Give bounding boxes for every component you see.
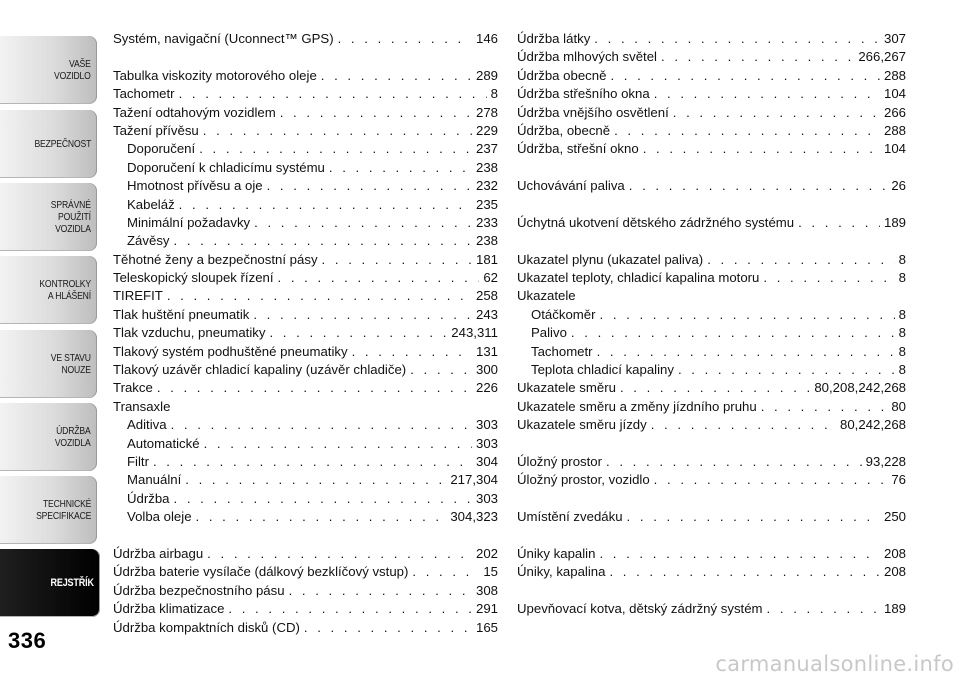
dot-leader [167,287,472,305]
index-entry-page: 76 [891,472,906,488]
index-entry-page: 202 [475,545,498,561]
dot-leader [606,453,862,471]
index-entry-label: Údržba, obecně [517,122,611,138]
index-entry[interactable] [517,251,906,269]
dot-leader [289,582,472,600]
index-entry[interactable] [113,582,498,600]
index-entry[interactable] [113,343,498,361]
index-entry-label: Ukazatele směru a změny jízdního pruhu [517,398,757,414]
index-entry[interactable] [517,508,906,526]
dot-leader [651,416,836,434]
dot-leader [410,361,472,379]
index-subentry[interactable] [113,508,498,526]
index-entry-label: Údržba baterie vysílače (dálkový bezklíčový vstup) [113,564,409,580]
index-entry[interactable] [517,67,906,85]
section-tab-rail [0,0,100,678]
index-subentry[interactable] [113,196,498,214]
index-entry-page: 104 [883,86,906,102]
dot-leader [767,600,880,618]
index-subentry[interactable] [113,177,498,195]
index-entry-label: Volba oleje [127,509,192,525]
index-entry[interactable] [113,619,498,637]
index-entry-label: Ukazatele [517,288,576,304]
index-entry-label: Tažení odtahovým vozidlem [113,104,276,120]
index-entry[interactable] [113,398,498,416]
index-entry-label: Trakce [113,380,153,396]
index-entry-page: 208 [883,564,906,580]
dot-leader [280,104,472,122]
index-entry-page: 8 [898,306,906,322]
dot-leader [610,67,880,85]
index-entry-page: 26 [891,178,906,194]
dot-leader [269,324,447,342]
index-entry[interactable] [113,306,498,324]
index-entry-label: Doporučení [127,141,196,157]
index-entry-page: 189 [883,214,906,230]
index-entry-label: Závěsy [127,233,170,249]
index-entry-label: Filtr [127,453,149,469]
index-entry-label: Aditiva [127,417,167,433]
index-entry-label: Upevňovací kotva, dětský zádržný systém [517,601,763,617]
index-entry-label: Umístění zvedáku [517,509,623,525]
index-entry-page: 243 [475,306,498,322]
dot-leader [571,324,895,342]
index-entry[interactable] [517,30,906,48]
index-entry-label: Údržba látky [517,31,591,46]
index-entry[interactable] [517,398,906,416]
index-entry-label: Ukazatel teploty, chladicí kapalina motoru [517,270,760,286]
index-subentry[interactable] [517,324,906,342]
dot-leader [253,306,472,324]
index-column-right [517,30,906,619]
dot-leader [203,122,472,140]
dot-leader [196,508,447,526]
index-entry-page: 291 [475,601,498,617]
dot-leader [185,471,446,489]
index-entry[interactable] [517,140,906,158]
dot-leader [673,104,880,122]
section-tab-label: ÚDRŽBA VOZIDLA [55,425,91,449]
index-subentry[interactable] [113,214,498,232]
index-subentry[interactable] [113,471,498,489]
dot-leader [304,619,472,637]
index-entry[interactable] [113,104,498,122]
index-entry-page: 304,323 [450,509,498,525]
index-entry-page: 80,242,268 [839,417,906,433]
index-entry[interactable] [517,48,906,66]
index-entry-label: Těhotné ženy a bezpečnostní pásy [113,251,318,267]
index-entry-page: 8 [898,270,906,286]
index-entry-label: Úniky kapalin [517,545,596,561]
index-entry[interactable] [517,287,906,305]
index-entry[interactable] [113,361,498,379]
index-entry-page: 8 [898,343,906,359]
dot-leader [707,251,894,269]
index-subentry[interactable] [517,306,906,324]
dot-leader [254,214,472,232]
index-entry-page: 15 [483,564,498,580]
index-entry-label: Automatické [127,435,200,451]
index-entry-label: Systém, navigační (Uconnect™ GPS) [113,31,334,46]
index-spacer [517,527,906,545]
dot-leader [654,85,880,103]
index-entry-label: Uchovávání paliva [517,178,625,194]
dot-leader [597,343,895,361]
index-entry-label: Údržba kompaktních disků (CD) [113,619,300,635]
index-entry-page: 237 [475,141,498,157]
index-entry-page: 303 [475,490,498,506]
index-entry-label: Minimální požadavky [127,214,251,230]
index-subentry[interactable] [113,232,498,250]
section-tab-5[interactable] [0,330,97,398]
index-subentry[interactable] [113,490,498,508]
index-entry[interactable] [517,563,906,581]
dot-leader [761,398,888,416]
index-entry[interactable] [113,85,498,103]
index-spacer [517,159,906,177]
index-entry-page: 93,228 [865,453,906,469]
index-entry[interactable] [517,214,906,232]
index-entry-label: Ukazatel plynu (ukazatel paliva) [517,251,704,267]
index-entry-label: Otáčkoměr [531,306,596,322]
index-entry-label: Tlak huštění pneumatik [113,306,250,322]
dot-leader [157,379,472,397]
index-entry[interactable] [113,379,498,397]
section-tab-8[interactable] [0,549,100,617]
index-subentry[interactable] [113,435,498,453]
index-entry-page: 303 [475,435,498,451]
index-entry[interactable] [113,251,498,269]
section-tab-4[interactable] [0,256,97,324]
dot-leader [179,85,487,103]
index-entry-page: 8 [898,325,906,341]
index-entry-page: 8 [490,86,498,102]
index-spacer [517,232,906,250]
index-entry-page: 8 [898,362,906,378]
index-entry-page: 233 [475,214,498,230]
index-entry-page: 146 [475,31,498,46]
index-spacer [517,490,906,508]
index-entry[interactable] [113,122,498,140]
dot-leader [267,177,472,195]
index-entry[interactable] [517,416,906,434]
dot-leader [322,251,472,269]
index-entry-page: 8 [898,251,906,267]
index-entry-page: 266 [883,104,906,120]
watermark: carmanualsonline.info [715,652,954,676]
index-entry-label: TIREFIT [113,288,163,304]
index-entry-page: 304 [475,453,498,469]
index-entry-label: Tachometr [113,86,175,102]
index-entry-label: Tlakový systém podhuštěné pneumatiky [113,343,348,359]
index-entry-page: 189 [883,601,906,617]
section-tab-label: BEZPEČNOST [34,138,91,150]
index-subentry[interactable] [517,343,906,361]
index-entry-page: 266,267 [858,49,906,65]
index-entry[interactable] [113,563,498,581]
index-entry-label: Údržba airbagu [113,545,204,561]
index-entry-label: Úložný prostor, vozidlo [517,472,650,488]
index-entry-page: 289 [475,67,498,83]
index-entry-label: Úložný prostor [517,453,603,469]
index-entry[interactable] [517,269,906,287]
dot-leader [654,471,888,489]
index-entry-page: 232 [475,178,498,194]
page-number: 336 [8,628,47,653]
dot-leader [199,140,472,158]
index-entry-page: 80 [891,398,906,414]
dot-leader [228,600,472,618]
section-tab-label: VE STAVU NOUZE [50,352,91,376]
dot-leader [153,453,472,471]
dot-leader [329,159,472,177]
index-entry-page: 208 [883,545,906,561]
dot-leader [643,140,880,158]
index-entry-label: Ukazatele směru [517,380,616,396]
section-tab-3[interactable] [0,183,97,251]
index-subentry[interactable] [113,416,498,434]
index-entry-page: 238 [475,233,498,249]
index-entry-page: 303 [475,417,498,433]
index-entry-page: 308 [475,582,498,598]
index-entry-label: Údržba vnějšího osvětlení [517,104,669,120]
index-entry-label: Údržba střešního okna [517,86,650,102]
dot-leader [174,490,472,508]
index-entry-page: 278 [475,104,498,120]
index-entry-page: 165 [475,619,498,635]
dot-leader [594,30,880,48]
index-entry[interactable] [113,600,498,618]
section-tab-label: TECHNICKÉ SPECIFIKACE [35,498,91,522]
index-subentry[interactable] [113,140,498,158]
index-entry-page: 217,304 [450,472,498,488]
index-entry-label: Údržba mlhových světel [517,49,657,65]
index-spacer [517,582,906,600]
index-entry[interactable] [517,453,906,471]
dot-leader [798,214,880,232]
index-subentry[interactable] [113,453,498,471]
index-entry-label: Úniky, kapalina [517,564,606,580]
index-entry[interactable] [517,104,906,122]
index-subentry[interactable] [517,361,906,379]
dot-leader [629,177,888,195]
dot-leader [207,545,472,563]
index-entry-page: 235 [475,196,498,212]
index-column-left [113,30,498,637]
index-spacer [113,527,498,545]
index-entry-label: Teplota chladicí kapaliny [531,362,674,378]
index-entry-label: Úchytná ukotvení dětského zádržného systému [517,214,795,230]
index-entry-page: 131 [475,343,498,359]
index-entry-label: Palivo [531,325,567,341]
index-spacer [517,196,906,214]
section-tab-6[interactable] [0,403,97,471]
dot-leader [278,269,480,287]
dot-leader [620,379,810,397]
index-entry[interactable] [113,287,498,305]
dot-leader [412,563,479,581]
index-entry-label: Kabeláž [127,196,175,212]
section-tab-label: VAŠE VOZIDLO [54,58,91,82]
section-tab-label: SPRÁVNÉ POUŽITÍ VOZIDLA [50,199,91,235]
dot-leader [204,435,472,453]
index-entry[interactable] [517,545,906,563]
dot-leader [174,232,472,250]
index-entry[interactable] [113,269,498,287]
index-entry[interactable] [517,122,906,140]
index-entry-page: 181 [475,251,498,267]
dot-leader [321,67,472,85]
dot-leader [352,343,472,361]
index-entry-page: 258 [475,288,498,304]
index-entry[interactable] [517,471,906,489]
index-entry-label: Tlakový uzávěr chladicí kapaliny (uzávěr chladiče) [113,362,407,378]
index-entry[interactable] [517,379,906,397]
index-entry-label: Údržba klimatizace [113,601,225,617]
index-entry-label: Údržba bezpečnostního pásu [113,582,285,598]
index-entry-page: 288 [883,122,906,138]
index-entry-page: 243,311 [451,325,498,341]
dot-leader [614,122,880,140]
index-entry-page: 62 [483,270,498,286]
index-entry[interactable] [517,85,906,103]
index-entry[interactable] [113,545,498,563]
index-entry-label: Tažení přívěsu [113,122,199,138]
index-entry-page: 229 [475,122,498,138]
index-spacer [517,435,906,453]
index-entry-page: 226 [475,380,498,396]
index-entry[interactable] [517,177,906,195]
section-tab-label: REJSTŘÍK [50,577,94,589]
index-entry-page: 250 [883,509,906,525]
dot-leader [179,196,472,214]
index-entry-page: 307 [883,31,906,46]
index-entry-label: Tachometr [531,343,593,359]
section-tab-1[interactable] [0,36,97,104]
index-entry-label: Tlak vzduchu, pneumatiky [113,325,266,341]
dot-leader [338,30,472,48]
index-entry-page: 288 [883,67,906,83]
dot-leader [763,269,894,287]
index-entry-label: Údržba [127,490,170,506]
index-entry-page: 300 [475,362,498,378]
index-entry-label: Doporučení k chladicímu systému [127,159,325,175]
index-entry-page: 238 [475,159,498,175]
index-spacer [113,48,498,66]
dot-leader [609,563,880,581]
dot-leader [600,306,895,324]
dot-leader [599,545,880,563]
section-tab-label: KONTROLKY A HLÁŠENÍ [39,278,91,302]
index-entry-label: Teleskopický sloupek řízení [113,270,274,286]
dot-leader [627,508,880,526]
section-tab-2[interactable] [0,110,97,178]
index-entry-label: Ukazatele směru jízdy [517,417,647,433]
index-entry[interactable] [517,600,906,618]
dot-leader [678,361,895,379]
index-entry[interactable] [113,30,498,48]
index-entry-label: Údržba obecně [517,67,607,83]
dot-leader [661,48,854,66]
section-tab-7[interactable] [0,476,97,544]
index-subentry[interactable] [113,159,498,177]
index-entry[interactable] [113,67,498,85]
dot-leader [171,416,472,434]
index-entry-label: Manuální [127,472,182,488]
index-entry-label: Hmotnost přívěsu a oje [127,178,263,194]
index-entry-page: 104 [883,141,906,157]
index-entry-label: Tabulka viskozity motorového oleje [113,67,317,83]
index-entry-page: 80,208,242,268 [814,380,906,396]
index-entry-label: Transaxle [113,398,171,414]
index-entry[interactable] [113,324,498,342]
index-entry-label: Údržba, střešní okno [517,141,639,157]
